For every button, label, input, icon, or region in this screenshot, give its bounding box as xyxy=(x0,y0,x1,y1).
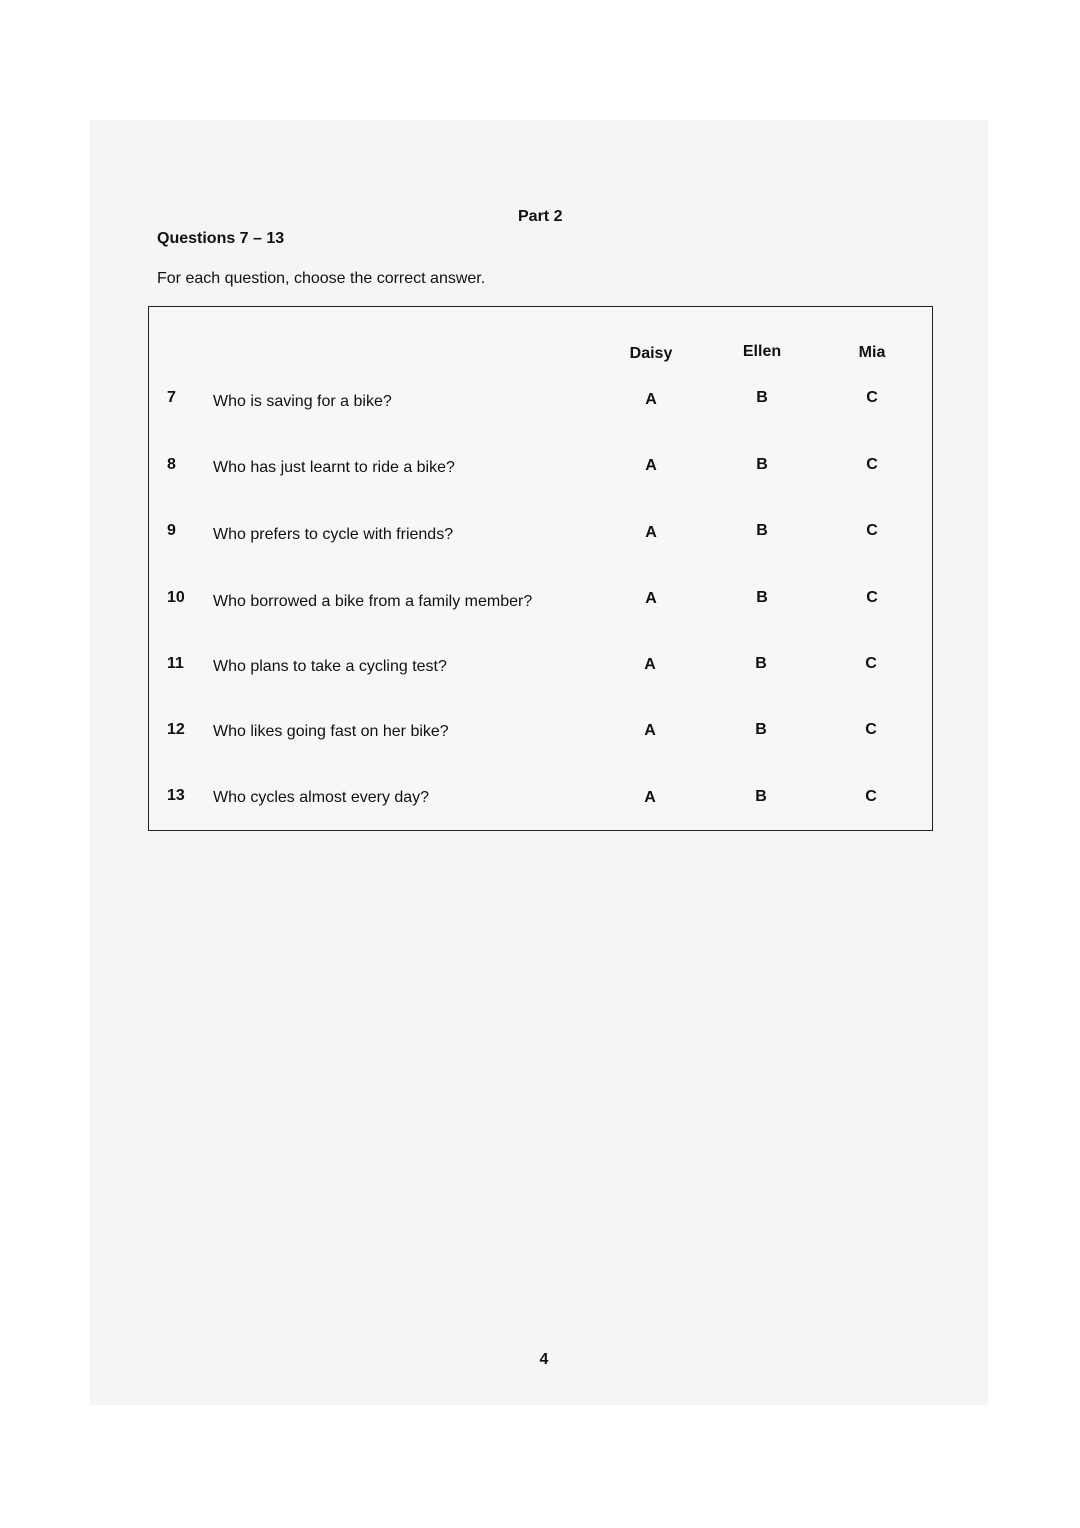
question-row-7 xyxy=(149,389,932,419)
question-table xyxy=(148,306,933,831)
option-b[interactable]: B xyxy=(756,389,768,406)
option-b[interactable]: B xyxy=(756,589,768,606)
question-text: Who prefers to cycle with friends? xyxy=(213,526,454,543)
option-a[interactable]: A xyxy=(644,789,656,806)
option-c[interactable]: C xyxy=(866,589,878,606)
option-a[interactable]: A xyxy=(645,590,657,607)
question-number: 7 xyxy=(167,389,176,406)
column-header-ellen: Ellen xyxy=(742,343,782,360)
option-c[interactable]: C xyxy=(866,389,878,406)
question-row-8 xyxy=(149,456,932,486)
option-c[interactable]: C xyxy=(866,522,878,539)
option-b[interactable]: B xyxy=(755,788,767,805)
question-number: 11 xyxy=(167,655,184,672)
option-a[interactable]: A xyxy=(644,656,656,673)
option-b[interactable]: B xyxy=(755,655,767,672)
question-row-12 xyxy=(149,721,932,751)
option-c[interactable]: C xyxy=(865,721,877,738)
option-c[interactable]: C xyxy=(865,655,877,672)
question-row-11 xyxy=(149,655,932,685)
option-b[interactable]: B xyxy=(756,522,768,539)
option-a[interactable]: A xyxy=(645,524,657,541)
part-title: Part 2 xyxy=(518,208,563,225)
option-a[interactable]: A xyxy=(645,457,657,474)
question-number: 10 xyxy=(167,589,185,606)
question-number: 13 xyxy=(167,787,185,804)
question-row-13 xyxy=(149,787,932,817)
question-text: Who plans to take a cycling test? xyxy=(213,658,447,675)
instruction-text: For each question, choose the correct answer. xyxy=(157,270,486,287)
question-row-10 xyxy=(149,589,932,619)
question-number: 9 xyxy=(167,522,176,539)
question-row-9 xyxy=(149,522,932,552)
option-a[interactable]: A xyxy=(644,722,656,739)
option-a[interactable]: A xyxy=(645,391,657,408)
option-c[interactable]: C xyxy=(866,456,878,473)
column-header-mia: Mia xyxy=(858,344,886,361)
column-header-daisy: Daisy xyxy=(629,345,673,362)
question-text: Who cycles almost every day? xyxy=(213,789,430,806)
question-text: Who is saving for a bike? xyxy=(213,393,392,410)
questions-heading: Questions 7 – 13 xyxy=(157,230,285,247)
option-c[interactable]: C xyxy=(865,788,877,805)
question-number: 12 xyxy=(167,721,185,738)
option-b[interactable]: B xyxy=(755,721,767,738)
question-text: Who borrowed a bike from a family member? xyxy=(213,593,533,610)
question-text: Who has just learnt to ride a bike? xyxy=(213,459,455,476)
question-number: 8 xyxy=(167,456,176,473)
page-number: 4 xyxy=(539,1351,549,1368)
option-b[interactable]: B xyxy=(756,456,768,473)
question-text: Who likes going fast on her bike? xyxy=(213,723,449,740)
